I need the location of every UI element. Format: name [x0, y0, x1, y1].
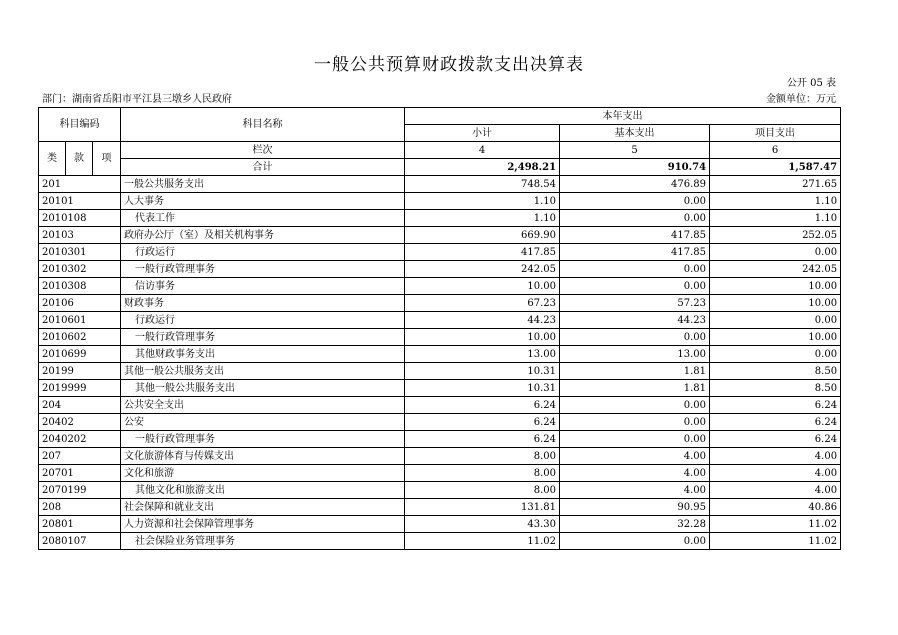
basic-cell: 417.85 — [560, 227, 710, 244]
basic-cell: 44.23 — [560, 312, 710, 329]
header-xiang: 项 — [93, 142, 121, 176]
project-cell: 6.24 — [710, 397, 841, 414]
table-row — [39, 227, 841, 244]
subtotal-cell: 131.81 — [405, 499, 560, 516]
subject-code-cell: 2010302 — [39, 261, 121, 278]
subject-code-cell: 20106 — [39, 295, 121, 312]
subtotal-cell: 8.00 — [405, 482, 560, 499]
lanci-4: 4 — [405, 142, 560, 159]
lanci-5: 5 — [560, 142, 710, 159]
project-cell: 0.00 — [710, 244, 841, 261]
project-cell: 11.02 — [710, 516, 841, 533]
subject-code-cell: 2019999 — [39, 380, 121, 397]
subject-code-cell: 20101 — [39, 193, 121, 210]
table-row — [39, 312, 841, 329]
basic-cell: 0.00 — [560, 193, 710, 210]
project-cell: 242.05 — [710, 261, 841, 278]
subtotal-cell: 1.10 — [405, 210, 560, 227]
subject-name-cell: 其他文化和旅游支出 — [121, 482, 405, 499]
subject-code-cell: 2010602 — [39, 329, 121, 346]
subject-name-cell: 财政事务 — [121, 295, 405, 312]
subject-code-cell: 2040202 — [39, 431, 121, 448]
subtotal-cell: 6.24 — [405, 431, 560, 448]
table-row — [39, 533, 841, 550]
basic-cell: 0.00 — [560, 278, 710, 295]
table-row — [39, 414, 841, 431]
subtotal-cell: 10.31 — [405, 363, 560, 380]
table-row — [39, 363, 841, 380]
table-row — [39, 329, 841, 346]
project-cell: 10.00 — [710, 295, 841, 312]
subject-code-cell: 20402 — [39, 414, 121, 431]
table-row — [39, 278, 841, 295]
table-row — [39, 482, 841, 499]
subtotal-cell: 11.02 — [405, 533, 560, 550]
subject-name-cell: 文化和旅游 — [121, 465, 405, 482]
table-row — [39, 380, 841, 397]
header-project: 项目支出 — [710, 125, 841, 142]
subject-code-cell: 20103 — [39, 227, 121, 244]
table-row — [39, 261, 841, 278]
header-lei: 类 — [39, 142, 66, 176]
project-cell: 271.65 — [710, 176, 841, 193]
subject-code-cell: 2010601 — [39, 312, 121, 329]
project-cell: 4.00 — [710, 482, 841, 499]
basic-cell: 0.00 — [560, 329, 710, 346]
project-cell: 6.24 — [710, 414, 841, 431]
subject-name-cell: 其他一般公共服务支出 — [121, 363, 405, 380]
row-total-label: 合计 — [121, 159, 405, 176]
header-basic: 基本支出 — [560, 125, 710, 142]
form-number: 公开 05 表 — [786, 78, 836, 89]
basic-cell: 4.00 — [560, 482, 710, 499]
subject-code-cell: 20199 — [39, 363, 121, 380]
subject-name-cell: 信访事务 — [121, 278, 405, 295]
project-cell: 8.50 — [710, 363, 841, 380]
project-cell: 6.24 — [710, 431, 841, 448]
project-cell: 0.00 — [710, 346, 841, 363]
subject-code-cell: 208 — [39, 499, 121, 516]
basic-cell: 476.89 — [560, 176, 710, 193]
table-row — [39, 499, 841, 516]
basic-cell: 0.00 — [560, 414, 710, 431]
project-cell: 0.00 — [710, 312, 841, 329]
project-cell: 4.00 — [710, 465, 841, 482]
project-cell: 1.10 — [710, 193, 841, 210]
subject-name-cell: 一般行政管理事务 — [121, 431, 405, 448]
header-kuan: 款 — [66, 142, 93, 176]
basic-cell: 0.00 — [560, 533, 710, 550]
expenditure-table — [38, 107, 841, 550]
project-cell: 40.86 — [710, 499, 841, 516]
basic-cell: 417.85 — [560, 244, 710, 261]
subject-code-cell: 20701 — [39, 465, 121, 482]
project-cell: 252.05 — [710, 227, 841, 244]
subtotal-cell: 10.31 — [405, 380, 560, 397]
subject-name-cell: 政府办公厅（室）及相关机构事务 — [121, 227, 405, 244]
basic-cell: 4.00 — [560, 465, 710, 482]
table-row — [39, 465, 841, 482]
basic-cell: 1.81 — [560, 380, 710, 397]
subject-name-cell: 行政运行 — [121, 244, 405, 261]
report-title: 一般公共预算财政拨款支出决算表 — [314, 55, 584, 75]
subtotal-cell: 6.24 — [405, 397, 560, 414]
header-subject-name: 科目名称 — [121, 108, 405, 142]
table-row — [39, 210, 841, 227]
basic-cell: 32.28 — [560, 516, 710, 533]
subject-name-cell: 社会保险业务管理事务 — [121, 533, 405, 550]
subject-name-cell: 其他财政事务支出 — [121, 346, 405, 363]
subject-code-cell: 2080107 — [39, 533, 121, 550]
basic-cell: 0.00 — [560, 261, 710, 278]
basic-cell: 0.00 — [560, 210, 710, 227]
subtotal-cell: 44.23 — [405, 312, 560, 329]
subject-name-cell: 公安 — [121, 414, 405, 431]
subject-name-cell: 行政运行 — [121, 312, 405, 329]
subtotal-cell: 10.00 — [405, 329, 560, 346]
total-project: 1,587.47 — [710, 159, 841, 176]
subtotal-cell: 67.23 — [405, 295, 560, 312]
subtotal-cell: 10.00 — [405, 278, 560, 295]
project-cell: 4.00 — [710, 448, 841, 465]
project-cell: 1.10 — [710, 210, 841, 227]
basic-cell: 1.81 — [560, 363, 710, 380]
subject-name-cell: 一般行政管理事务 — [121, 261, 405, 278]
subject-name-cell: 其他一般公共服务支出 — [121, 380, 405, 397]
total-subtotal: 2,498.21 — [405, 159, 560, 176]
header-subject-code: 科目编码 — [39, 108, 121, 142]
basic-cell: 90.95 — [560, 499, 710, 516]
subtotal-cell: 43.30 — [405, 516, 560, 533]
subtotal-cell: 242.05 — [405, 261, 560, 278]
table-row — [39, 193, 841, 210]
subject-name-cell: 人力资源和社会保障管理事务 — [121, 516, 405, 533]
subject-code-cell: 20801 — [39, 516, 121, 533]
department-label: 部门：湖南省岳阳市平江县三墩乡人民政府 — [42, 94, 232, 105]
project-cell: 8.50 — [710, 380, 841, 397]
header-subtotal: 小计 — [405, 125, 560, 142]
subject-code-cell: 2070199 — [39, 482, 121, 499]
basic-cell: 13.00 — [560, 346, 710, 363]
subject-code-cell: 201 — [39, 176, 121, 193]
subject-name-cell: 文化旅游体育与传媒支出 — [121, 448, 405, 465]
subject-name-cell: 公共安全支出 — [121, 397, 405, 414]
subject-name-cell: 代表工作 — [121, 210, 405, 227]
table-row — [39, 244, 841, 261]
total-basic: 910.74 — [560, 159, 710, 176]
subtotal-cell: 6.24 — [405, 414, 560, 431]
lanci-6: 6 — [710, 142, 841, 159]
subject-name-cell: 社会保障和就业支出 — [121, 499, 405, 516]
project-cell: 10.00 — [710, 278, 841, 295]
row-lanci-label: 栏次 — [121, 142, 405, 159]
basic-cell: 0.00 — [560, 431, 710, 448]
subject-name-cell: 一般公共服务支出 — [121, 176, 405, 193]
subject-code-cell: 2010699 — [39, 346, 121, 363]
project-cell: 11.02 — [710, 533, 841, 550]
subtotal-cell: 13.00 — [405, 346, 560, 363]
subject-code-cell: 204 — [39, 397, 121, 414]
table-row — [39, 431, 841, 448]
unit-label: 金额单位：万元 — [766, 94, 836, 105]
table-row — [39, 516, 841, 533]
subtotal-cell: 1.10 — [405, 193, 560, 210]
table-row — [39, 448, 841, 465]
project-cell: 10.00 — [710, 329, 841, 346]
subtotal-cell: 748.54 — [405, 176, 560, 193]
subtotal-cell: 669.90 — [405, 227, 560, 244]
subject-code-cell: 2010308 — [39, 278, 121, 295]
basic-cell: 0.00 — [560, 397, 710, 414]
basic-cell: 57.23 — [560, 295, 710, 312]
subtotal-cell: 8.00 — [405, 448, 560, 465]
header-current-year: 本年支出 — [405, 108, 841, 125]
subtotal-cell: 8.00 — [405, 465, 560, 482]
subject-name-cell: 一般行政管理事务 — [121, 329, 405, 346]
subject-code-cell: 2010108 — [39, 210, 121, 227]
table-row — [39, 346, 841, 363]
table-row — [39, 176, 841, 193]
table-row — [39, 397, 841, 414]
table-row — [39, 295, 841, 312]
subject-name-cell: 人大事务 — [121, 193, 405, 210]
subject-code-cell: 2010301 — [39, 244, 121, 261]
basic-cell: 4.00 — [560, 448, 710, 465]
subtotal-cell: 417.85 — [405, 244, 560, 261]
subject-code-cell: 207 — [39, 448, 121, 465]
